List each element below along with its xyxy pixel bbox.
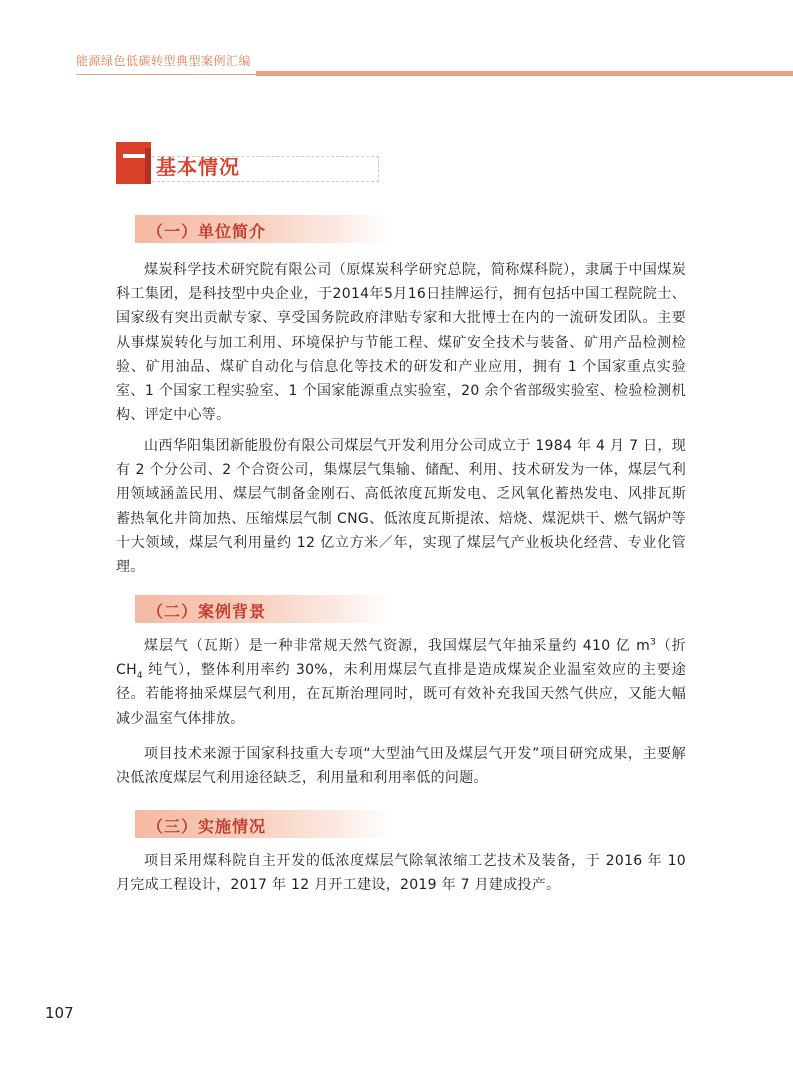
paragraph-5: 项目采用煤科院自主开发的低浓度煤层气除氧浓缩工艺技术及装备，于 2016 年 10 月完成工程设计，2017 年 12 月开工建设，2019 年 7 月建成投产。: [116, 853, 686, 894]
paragraph-2: 山西华阳集团新能股份有限公司煤层气开发利用分公司成立于 1984 年 4 月 7 日，现有 2 个分公司、2 个合资公司，集煤层气集输、储配、利用、技术研发为一体，煤层气利用领域涵盖民用、煤层气制备金刚石、高低浓度瓦斯发电、乏风氧化蓄热发电、风排瓦斯蓄热氧化井筒加热、压缩煤层气制 CNG、低浓度瓦斯提浓、焙烧、煤泥烘干、燃气锅炉等十大领域，煤层气利用量约 12 亿立方米／年，实现了煤层气产业板块化经营、专业化管理。: [116, 438, 686, 576]
page-number: 107: [45, 1004, 74, 1022]
paragraph-1: 煤炭科学技术研究院有限公司（原煤炭科学研究总院，简称煤科院），隶属于中国煤炭科工集团，是科技型中央企业，于2014年5月16日挂牌运行，拥有包括中国工程院院士、国家级有突出贡献专家、享受国务院政府津贴专家和大批博士在内的一流研发团队。主要从事煤炭转化与加工利用、环境保护与节能工程、煤矿安全技术与装备、矿用产品检测检验、矿用油品、煤矿自动化与信息化等技术的研发和产业应用，拥有 1 个国家重点实验室、1 个国家工程实验室、1 个国家能源重点实验室，20 余个省部级实验室、检验检测机构、评定中心等。: [116, 262, 686, 424]
superscript: 3: [650, 637, 657, 648]
subsection-label: （三）实施情况: [147, 817, 267, 836]
section-number-box: [116, 142, 151, 184]
section-number: [123, 154, 145, 158]
subsection-label: （二）案例背景: [147, 602, 267, 621]
paragraph-3: [116, 634, 686, 731]
section-title: 基本情况: [156, 155, 240, 179]
subscript: 4: [136, 671, 143, 681]
header-rule: [76, 74, 258, 75]
paragraph-3-part-c: 纯气），整体利用率约 30%，未利用煤层气直排是造成煤炭企业温室效应的主要途径。若能将抽采煤层气利用，在瓦斯治理同时，既可有效补充我国天然气供应，又能大幅减少温室气体排放。: [116, 662, 686, 727]
subsection-heading-1: [135, 215, 391, 243]
header-bar: [256, 71, 793, 76]
subsection-heading-3: [135, 810, 391, 838]
running-header: 能源绿色低碳转型典型案例汇编: [76, 54, 252, 68]
section-heading: [116, 142, 380, 184]
paragraph-4: 项目技术来源于国家科技重大专项“大型油气田及煤层气开发”项目研究成果，主要解决低浓度煤层气利用途径缺乏，利用量和利用率低的问题。: [116, 746, 686, 787]
subsection-label: （一）单位简介: [147, 222, 267, 241]
paragraph-3-part-a: 煤层气（瓦斯）是一种非常规天然气资源，我国煤层气年抽采量约 410 亿 m: [144, 638, 651, 654]
paragraph-3-part-b: （折 CH: [116, 638, 686, 679]
subsection-heading-2: [135, 595, 391, 623]
